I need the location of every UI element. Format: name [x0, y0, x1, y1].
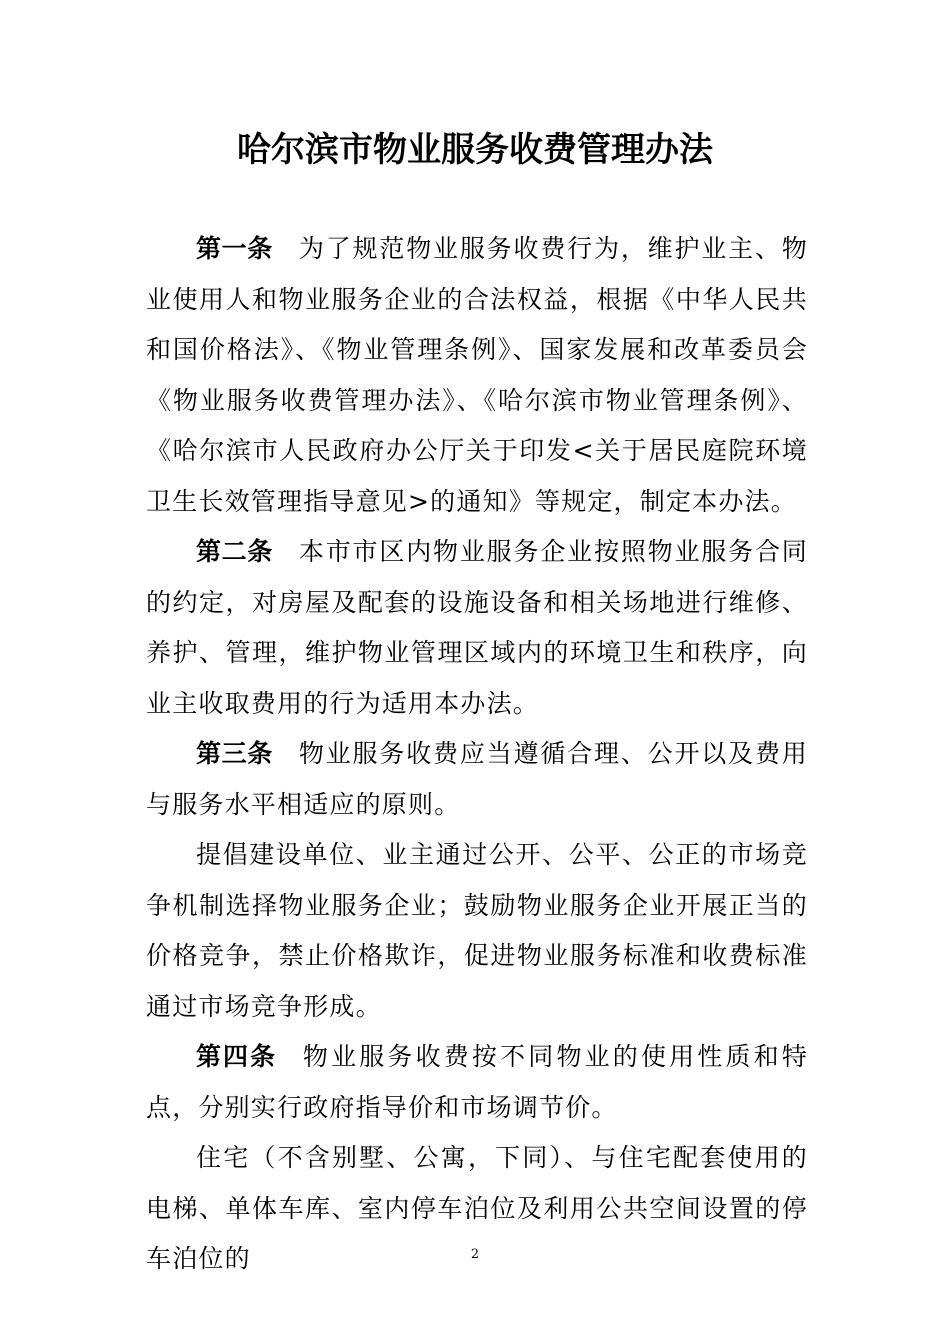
article-1-paragraph [146, 224, 808, 527]
article-text: 本市市区内物业服务企业按照物业服务合同的约定，对房屋及配套的设施设备和相关场地进行维修、养护、管理，维护物业管理区域内的环境卫生和秩序，向业主收取费用的行为适用本办法。 [146, 537, 808, 718]
article-number: 第一条 [196, 234, 273, 263]
article-3-paragraph [146, 729, 808, 830]
document-body [146, 224, 808, 1285]
page-number: 2 [470, 1247, 480, 1262]
article-number: 第二条 [196, 537, 273, 566]
article-text: 物业服务收费应当遵循合理、公开以及费用与服务水平相适应的原则。 [146, 739, 808, 819]
article-number: 第三条 [196, 739, 273, 768]
article-2-paragraph [146, 527, 808, 729]
paragraph-text: 住宅（不含别墅、公寓，下同）、与住宅配套使用的电梯、单体车库、室内停车泊位及利用公共空间设置的停车泊位的 [146, 1143, 808, 1273]
article-number: 第四条 [196, 1042, 277, 1071]
article-text: 物业服务收费按不同物业的使用性质和特点，分别实行政府指导价和市场调节价。 [146, 1042, 808, 1122]
paragraph-text: 提倡建设单位、业主通过公开、公平、公正的市场竞争机制选择物业服务企业；鼓励物业服务企业开展正当的价格竞争，禁止价格欺诈，促进物业服务标准和收费标准通过市场竞争形成。 [146, 840, 808, 1021]
article-text: 为了规范物业服务收费行为，维护业主、物业使用人和物业服务企业的合法权益，根据《中华人民共和国价格法》、《物业管理条例》、国家发展和改革委员会《物业服务收费管理办法》、《哈尔滨市物业管理条例》、《哈尔滨市人民政府办公厅关于印发<关于居民庭院环境卫生长效管理指导意见>的通知》等规定，制定本办法。 [146, 234, 808, 516]
document-title: 哈尔滨市物业服务收费管理办法 [237, 130, 713, 170]
article-3-continuation-paragraph [146, 830, 808, 1032]
article-4-paragraph [146, 1032, 808, 1133]
